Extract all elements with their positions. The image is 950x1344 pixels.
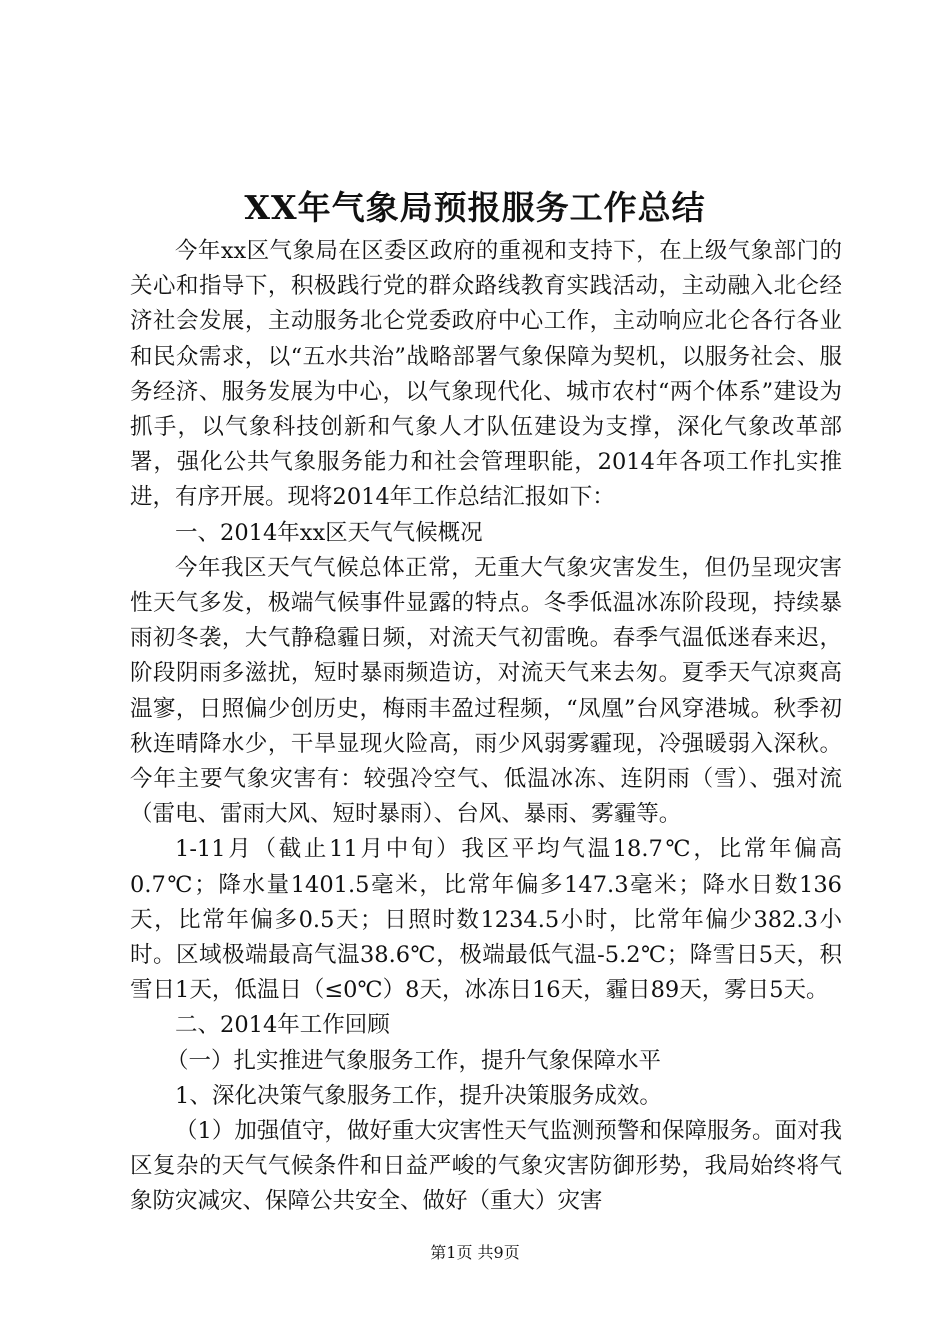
heading-section-2: 二、2014年工作回顾 [175,1012,390,1039]
paragraph-climate-overview: 今年我区天气气候总体正常，无重大气象灾害发生，但仍呈现灾害性天气多发，极端气候事件显露的特点。冬季低温冰冻阶段现，持续暴雨初冬袭，大气静稳霾日频，对流天气初雷晚。春季气温低迷春来迟，阶段阴雨多滋扰，短时暴雨频造访，对流天气来去匆。夏季天气凉爽高温寥，日照偏少创历史，梅雨丰盈过程频，“凤凰”台风穿港城。秋季初秋连晴降水少，干旱显现火险高，雨少风弱雾霾现，冷强暖弱入深秋。今年主要气象灾害有：较强冷空气、低温冰冻、连阴雨（雪）、强对流（雷电、雷雨大风、短时暴雨）、台风、暴雨、雾霾等。 [130,554,842,828]
paragraph-intro: 今年xx区气象局在区委区政府的重视和支持下，在上级气象部门的关心和指导下，积极践行党的群众路线教育实践活动，主动融入北仑经济社会发展，主动服务北仑党委政府中心工作，主动响应北仑各行各业和民众需求，以“五水共治”战略部署气象保障为契机，以服务社会、服务经济、服务发展为中心，以气象现代化、城市农村“两个体系”建设为抓手，以气象科技创新和气象人才队伍建设为支撑，深化气象改革部署，强化公共气象服务能力和社会管理职能，2014年各项工作扎实推进，有序开展。现将2014年工作总结汇报如下： [130,238,842,511]
paragraph-item-1-1: （1）加强值守，做好重大灾害性天气监测预警和保障服务。面对我区复杂的天气气候条件和日益严峻的气象灾害防御形势，我局始终将气象防灾减灾、保障公共安全、做好（重大）灾害 [130,1118,842,1215]
paragraph-climate-stats: 1-11月（截止11月中旬）我区平均气温18.7℃，比常年偏高0.7℃；降水量1401.5毫米，比常年偏多147.3毫米；降水日数136天，比常年偏多0.5天；日照时数1234.5小时，比常年偏少382.3小时。区域极端最高气温38.6℃，极端最低气温-5.2℃；降雪日5天，积雪日1天，低温日（≤0℃）8天，冰冻日16天，霾日89天，雾日5天。 [130,836,842,1004]
heading-subsection-1: （一）扎实推进气象服务工作，提升气象保障水平 [166,1047,662,1074]
document-title: XX年气象局预报服务工作总结 [244,188,706,227]
heading-item-1: 1、深化决策气象服务工作，提升决策服务成效。 [175,1082,662,1109]
page-number-footer: 第1页 共9页 [430,1243,520,1262]
document-body [130,234,842,1220]
heading-section-1: 一、2014年xx区天气气候概况 [175,519,483,546]
